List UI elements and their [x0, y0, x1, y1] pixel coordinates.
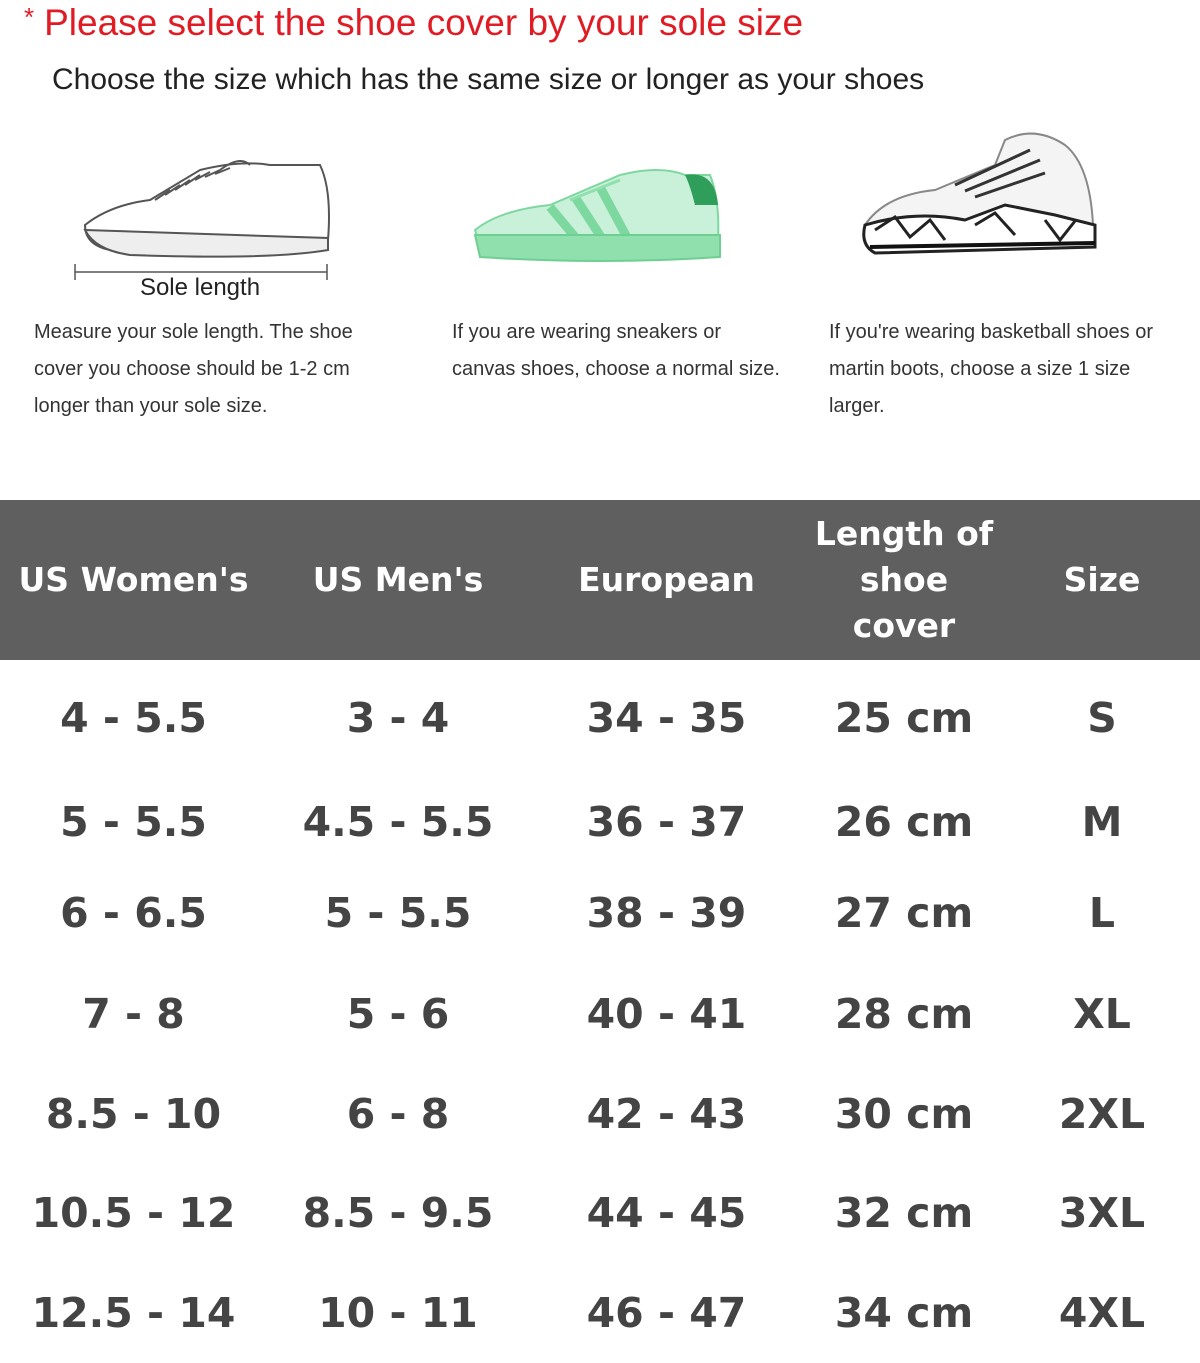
cell-us-womens: 7 - 8	[82, 990, 185, 1038]
cell-us-womens: 5 - 5.5	[60, 798, 207, 846]
cell-size: XL	[1073, 990, 1131, 1038]
sole-length-label: Sole length	[139, 274, 261, 301]
table-row	[0, 668, 1200, 768]
cell-us-mens: 3 - 4	[346, 694, 450, 742]
page-title	[24, 0, 803, 50]
table-header-row	[0, 500, 1200, 660]
cell-us-mens: 10 - 11	[318, 1289, 478, 1337]
cell-european: 46 - 47	[586, 1289, 747, 1337]
header-us-womens: US Women's	[18, 560, 249, 599]
cell-us-mens: 4.5 - 5.5	[302, 798, 494, 846]
cell-size: 2XL	[1058, 1090, 1146, 1138]
cell-size: 3XL	[1058, 1189, 1146, 1237]
header-size: Size	[1063, 560, 1141, 599]
cell-us-mens: 8.5 - 9.5	[302, 1189, 494, 1237]
tip-sneakers: If you are wearing sneakers or canvas shoes, choose a normal size.	[452, 321, 780, 380]
cell-european: 34 - 35	[586, 694, 747, 742]
cell-european: 44 - 45	[586, 1189, 747, 1237]
cell-length: 28 cm	[834, 990, 974, 1038]
tip-measure-sole: Measure your sole length. The shoe cover you choose should be 1-2 cm longer than your sole size.	[34, 321, 353, 417]
cell-length: 27 cm	[834, 889, 974, 937]
cell-european: 42 - 43	[586, 1090, 747, 1138]
canvas-sneaker-illustration	[470, 165, 725, 270]
title-text: Please select the shoe cover by your sole size	[44, 2, 804, 43]
table-row	[0, 964, 1200, 1064]
cell-us-mens: 5 - 6	[346, 990, 450, 1038]
cell-european: 38 - 39	[586, 889, 747, 937]
header-us-mens: US Men's	[312, 560, 484, 599]
sole-measure-shoe-illustration	[70, 150, 340, 290]
tip-basketball-shoes: If you're wearing basketball shoes or martin boots, choose a size 1 size larger.	[829, 321, 1153, 417]
cell-length: 34 cm	[834, 1289, 974, 1337]
cell-us-womens: 10.5 - 12	[31, 1189, 236, 1237]
cell-size: S	[1087, 694, 1117, 742]
cell-length: 26 cm	[834, 798, 974, 846]
cell-size: 4XL	[1058, 1289, 1146, 1337]
size-chart-table	[0, 500, 1200, 1337]
cell-us-womens: 8.5 - 10	[45, 1090, 222, 1138]
cell-size: M	[1081, 798, 1123, 846]
cell-length: 32 cm	[834, 1189, 974, 1237]
cell-length: 30 cm	[834, 1090, 974, 1138]
cell-length: 25 cm	[834, 694, 974, 742]
cell-us-mens: 5 - 5.5	[324, 889, 472, 937]
cell-us-mens: 6 - 8	[346, 1090, 450, 1138]
cell-european: 36 - 37	[586, 798, 747, 846]
header-european: European	[578, 560, 755, 599]
table-row	[0, 1064, 1200, 1164]
page-subtitle: Choose the size which has the same size or longer as your shoes	[52, 63, 925, 96]
cell-european: 40 - 41	[586, 990, 747, 1038]
cell-us-womens: 6 - 6.5	[60, 889, 207, 937]
table-row	[0, 863, 1200, 963]
table-row	[0, 1163, 1200, 1263]
asterisk-mark: *	[24, 2, 35, 32]
cell-us-womens: 12.5 - 14	[31, 1289, 236, 1337]
cell-size: L	[1088, 889, 1116, 937]
table-row	[0, 1263, 1200, 1363]
header-length-of-shoe-cover: Length of shoe cover	[814, 514, 994, 645]
basketball-shoe-illustration	[855, 125, 1105, 265]
table-row	[0, 772, 1200, 872]
cell-us-womens: 4 - 5.5	[60, 694, 207, 742]
